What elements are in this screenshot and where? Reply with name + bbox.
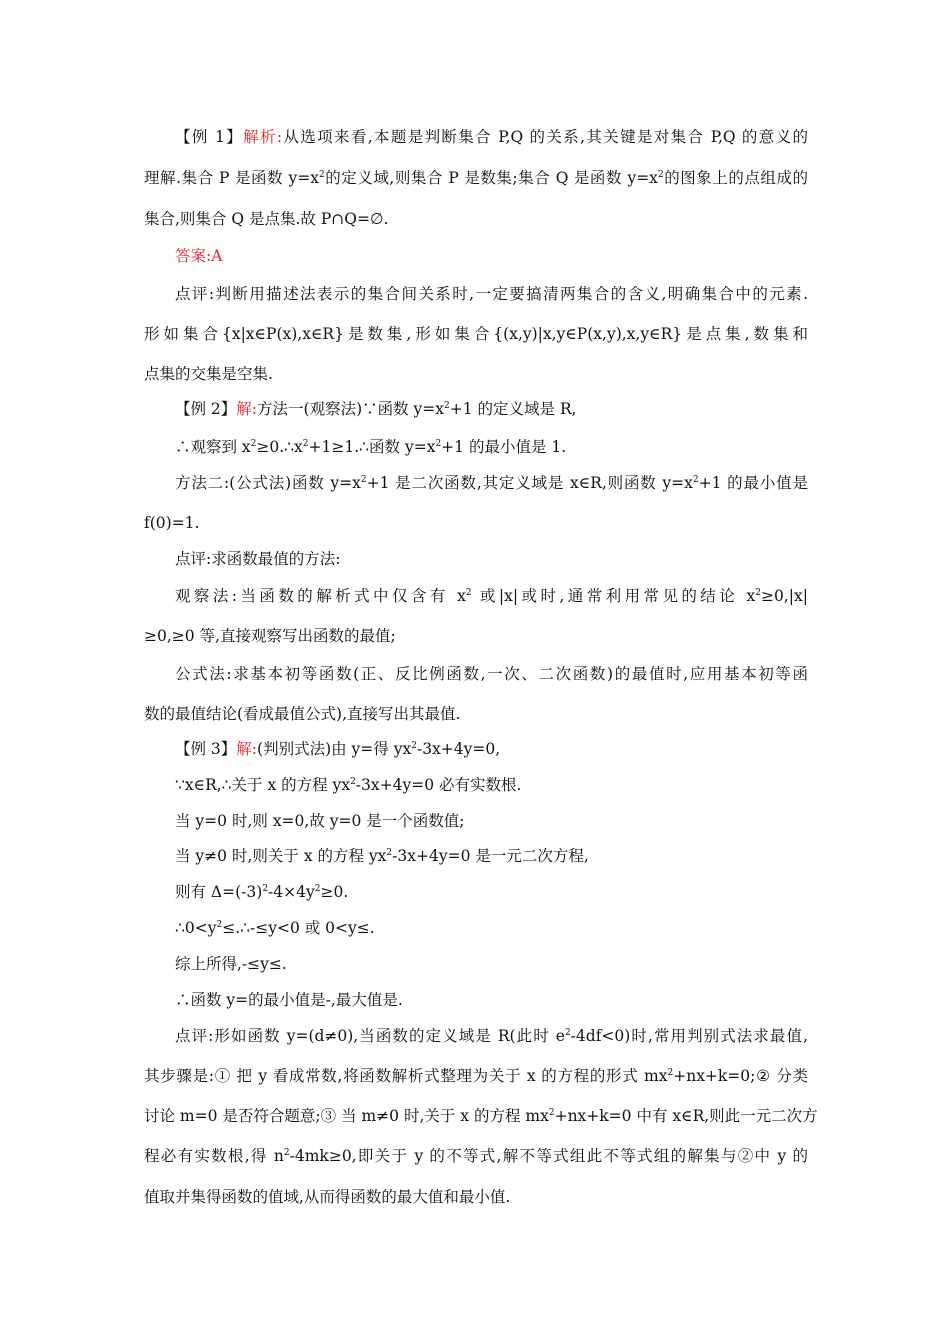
- example-2-comment: 点评:求函数最值的方法:: [175, 550, 341, 568]
- example-1-line-2: 理解.集合 P 是函数 $y=x^2$的定义域,则集合 P 是数集;集合 Q 是函数 $y=x^2$的图象上的点组成的: [144, 169, 808, 187]
- example-3-line-8: ∴函数 y=的最小值是-,最大值是.: [175, 991, 403, 1009]
- example-1-heading-line: 【例 1】解析:从选项来看,本题是判断集合 P,Q 的关系,其关键是对集合 P,Q 的意义的: [175, 128, 808, 146]
- example-2-line-2: ∴观察到 $x^2\ge 0.\therefore x^2+1\ge 1.\therefore$函数 $y=x^2+1$ 的最小值是 1.: [175, 438, 567, 456]
- example-3-heading-line: 【例 3】解:(判别式法)由 y=得 $yx^2-3x+4y=0$,: [175, 740, 501, 758]
- example-2-lead: 解:: [236, 400, 258, 418]
- example-3-lead: 解:: [236, 740, 258, 758]
- example-3-comment-line-3: 讨论 m=0 是否符合题意;③ 当 m≠0 时,关于 x 的方程 $mx^2+nx+k=0$ 中有 x∈R,则此一元二次方: [144, 1107, 818, 1125]
- example-2-formula-line-2: 数的最值结论(看成最值公式),直接写出其最值.: [144, 705, 461, 723]
- example-2-tag: 【例 2】: [175, 400, 237, 418]
- example-3-line-6: $\therefore 0<y^2\le.\therefore-\le y<0$ 或 0<y≤.: [175, 919, 375, 937]
- example-3-comment-line-4: 程必有实数根,得 $n^2-4mk\ge 0$,即关于 y 的不等式,解不等式组此不等式组的解集与②中 y 的: [144, 1147, 808, 1165]
- example-1-lead: 解析:: [243, 128, 283, 146]
- example-2-formula-line-1: 公式法:求基本初等函数(正、反比例函数,一次、二次函数)的最值时,应用基本初等函: [175, 665, 808, 683]
- example-3-line-4: 当 y≠0 时,则关于 x 的方程 $yx^2-3x+4y=0$ 是一元二次方程,: [175, 847, 589, 865]
- example-2-line-4: f(0)=1.: [144, 514, 200, 532]
- example-3-comment-line-1: 点评:形如函数 y=(d≠0),当函数的定义域是 R(此时 $e^2-4df<0$)时,常用判别式法求最值,: [175, 1027, 808, 1045]
- example-1-comment-line-2: 形如集合{x|x∈P(x),x∈R}是数集,形如集合{(x,y)|x,y∈P(x,y),x,y∈R}是点集,数集和: [144, 325, 808, 343]
- example-2-observation-line-1: 观察法:当函数的解析式中仅含有 $x^2$ 或|x|或时,通常利用常见的结论 $x^2\ge 0,|x|$: [175, 587, 808, 605]
- example-1-line-3: 集合,则集合 Q 是点集.故 P∩Q=∅.: [144, 210, 389, 228]
- example-3-comment-line-2: 其步骤是:① 把 y 看成常数,将函数解析式整理为关于 x 的方程的形式 $mx^2+nx+k=0;②$ 分类: [144, 1067, 808, 1085]
- example-1-tag: 【例 1】: [175, 128, 244, 146]
- example-1-comment-line-1: 点评:判断用描述法表示的集合间关系时,一定要搞清两集合的含义,明确集合中的元素.: [175, 285, 808, 303]
- example-2-line-3: 方法二:(公式法)函数 $y=x^2+1$ 是二次函数,其定义域是 x∈R,则函数 $y=x^2+1$ 的最小值是: [175, 474, 808, 492]
- example-3-line-3: 当 y=0 时,则 x=0,故 y=0 是一个函数值;: [175, 812, 465, 830]
- example-2-observation-line-2: ≥0,≥0 等,直接观察写出函数的最值;: [144, 627, 396, 645]
- example-3-tag: 【例 3】: [175, 740, 237, 758]
- example-3-comment-line-5: 值取并集得函数的值域,从而得函数的最大值和最小值.: [144, 1188, 511, 1206]
- example-3-line-7: 综上所得,-≤y≤.: [175, 955, 287, 973]
- example-1-comment-line-3: 点集的交集是空集.: [144, 365, 273, 383]
- example-2-heading-line: 【例 2】解:方法一(观察法)∵函数 $y=x^2+1$ 的定义域是 R,: [175, 400, 577, 418]
- example-3-line-2: ∵x∈R,∴关于 x 的方程 $yx^2-3x+4y=0$ 必有实数根.: [175, 776, 522, 794]
- example-3-line-5: 则有 $\Delta=(-3)^2-4\times 4y^2\ge 0$.: [175, 883, 349, 901]
- example-1-answer: 答案:A: [175, 247, 223, 265]
